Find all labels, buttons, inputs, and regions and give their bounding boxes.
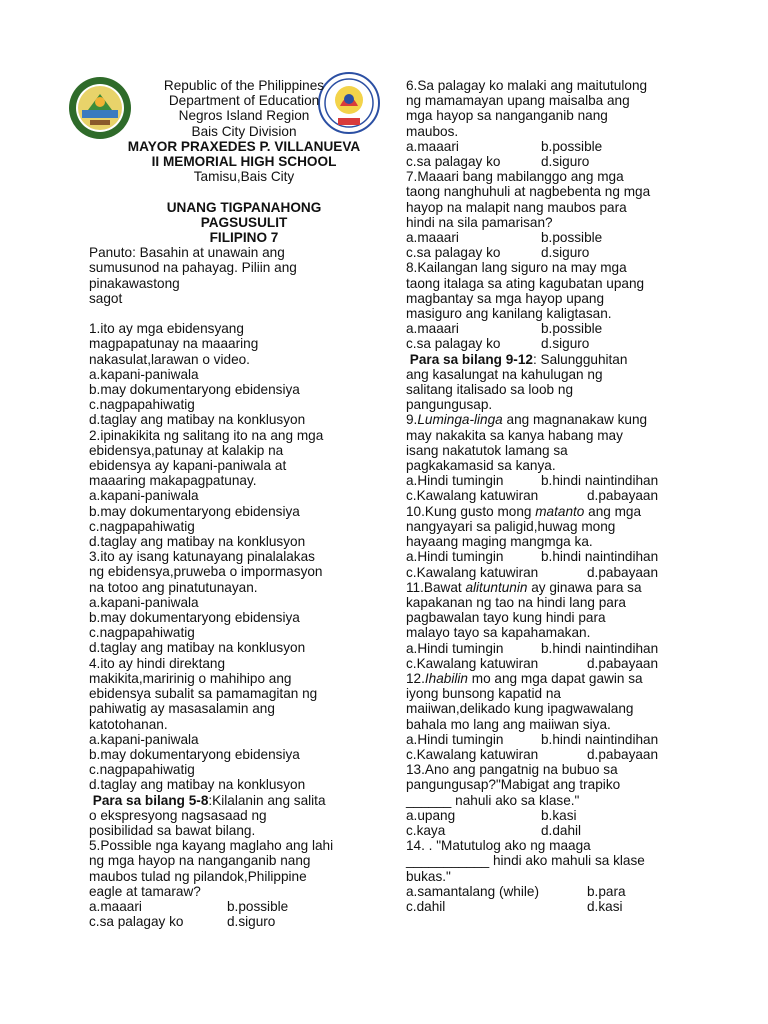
choice-d: d.pabayaan (587, 746, 659, 762)
choice-c: c.dahil (406, 898, 446, 914)
question-text: bahala mo lang ang maiiwan siya. (406, 716, 611, 732)
question-text (406, 580, 706, 595)
instructions (89, 245, 379, 306)
instructions-line: pinakawastong (89, 275, 180, 291)
choice-a: a.kapani-paniwala (89, 594, 199, 610)
question-number: 10.Kung gusto mong (406, 503, 536, 519)
choice-row (406, 808, 706, 823)
section-instruction: ang kasalungat na kahulugan ng (406, 366, 603, 382)
question-text: 14. . "Matutulog ako ng maaga (406, 838, 591, 854)
choice-b: b.possible (541, 321, 603, 337)
choice-d: d.pabayaan (587, 655, 659, 671)
question-text: taong italaga sa ating kagubatan upang (406, 275, 645, 291)
question-text: taong nanghuhuli at nagbebenta ng mga (406, 184, 651, 200)
question-text: 2.ipinakikita ng salitang ito na ang mga (89, 427, 324, 443)
question-text: 6.Sa palagay ko malaki ang maitutulong (406, 78, 648, 93)
question-text: eagle at tamaraw? (89, 883, 201, 899)
question-text: pahiwatig ay masasalamin ang (89, 701, 275, 717)
choice-d: d.taglay ang matibay na konklusyon (89, 534, 306, 550)
choice-row (406, 321, 706, 336)
choice-c: c.nagpapahiwatig (89, 625, 195, 641)
choice-d: d.taglay ang matibay na konklusyon (89, 412, 306, 428)
question-text (406, 671, 706, 686)
choice-c: c.nagpapahiwatig (89, 397, 195, 413)
question-11 (406, 580, 706, 671)
choice-row (406, 473, 706, 488)
choice-b: b.para (587, 883, 626, 899)
choice-row (406, 565, 706, 580)
choice-row (406, 899, 706, 914)
choice-a: a.kapani-paniwala (89, 488, 199, 504)
choice-row (406, 884, 706, 899)
right-column (406, 78, 706, 914)
section-instruction: o ekspresyong nagsasaad ng (89, 807, 267, 823)
question-text: na totoo ang pinatutunayan. (89, 579, 258, 595)
section-instruction: posibilidad sa bawat bilang. (89, 822, 256, 838)
school-location: Tamisu,Bais City (193, 169, 295, 185)
question-8 (406, 260, 706, 351)
choice-a: a.maaari (406, 138, 459, 154)
choice-row (406, 245, 706, 260)
section-instruction: : Salungguhitan (532, 351, 628, 367)
question-text: makikita,maririnig o mahihipo ang (89, 670, 292, 686)
choice-a: a.maaari (406, 321, 459, 337)
question-text: 7.Maaari bang mabilanggo ang mga (406, 169, 624, 185)
question-number: 12. (406, 670, 425, 686)
section-9-12-instructions (406, 352, 706, 413)
question-text: masiguro ang kanilang kaligtasan. (406, 306, 612, 322)
choice-b: b.may dokumentaryong ebidensiya (89, 503, 300, 519)
question-text: hayaang maging mangmga ka. (406, 534, 593, 550)
choice-b: b.hindi naintindihan (541, 731, 659, 747)
exam-title-2: PAGSUSULIT (200, 214, 288, 230)
section-instruction: salitang italisado sa loob ng (406, 382, 574, 398)
exam-title-1: UNANG TIGPANAHONG (166, 199, 322, 215)
choice-a: a.kapani-paniwala (89, 731, 199, 747)
question-text: pangungusap?"Mabigat ang trapiko (406, 777, 621, 793)
question-3 (89, 549, 379, 655)
question-text: ebidensya ay kapani-paniwala at (89, 458, 287, 474)
question-text: hindi na sila pamarisan? (406, 214, 553, 230)
choice-d: d.kasi (587, 898, 623, 914)
choice-a: a.Hindi tumingin (406, 549, 504, 565)
header-block (89, 78, 379, 245)
choice-d: d.siguro (541, 245, 590, 261)
section-label: Para sa bilang 5-8 (92, 792, 209, 808)
question-text-rest: ang mga (584, 503, 642, 519)
choice-row (406, 656, 706, 671)
question-text: mga hayop sa nanganganib nang (406, 108, 608, 124)
question-text: magpapatunay na maaaring (89, 336, 259, 352)
choice-a: a.samantalang (while) (406, 883, 539, 899)
choice-a: a.Hindi tumingin (406, 731, 504, 747)
question-text: katotohanan. (89, 716, 168, 732)
choice-a: a.maaari (89, 898, 142, 914)
question-text: nakasulat,larawan o video. (89, 351, 250, 367)
question-text: 3.ito ay isang katunayang pinalalakas (89, 549, 315, 565)
question-10 (406, 504, 706, 580)
question-text: maubos tulad ng pilandok,Philippine (89, 868, 307, 884)
deped-text: Department of Education (168, 93, 320, 109)
question-text: hayop na malapit nang maubos para (406, 199, 627, 215)
question-text-rest: ay ginawa para sa (527, 579, 642, 595)
question-2 (89, 428, 379, 550)
choice-d: d.dahil (541, 822, 582, 838)
choice-b: b.possible (541, 230, 603, 246)
question-number: 11.Bawat (406, 579, 466, 595)
choice-c: c.Kawalang katuwiran (406, 564, 539, 580)
choice-d: d.taglay ang matibay na konklusyon (89, 640, 306, 656)
choice-b: b.may dokumentaryong ebidensiya (89, 382, 300, 398)
choice-c: c.Kawalang katuwiran (406, 655, 539, 671)
question-text-rest: mo ang mga dapat gawin sa (467, 670, 643, 686)
left-column (89, 78, 379, 929)
choice-row (406, 488, 706, 503)
choice-a: a.Hindi tumingin (406, 473, 504, 489)
question-text: 8.Kailangan lang siguro na may mga (406, 260, 627, 276)
choice-row (406, 747, 706, 762)
question-5 (89, 838, 379, 929)
question-text: isang nakatutok lamang sa (406, 442, 568, 458)
italic-word: matanto (535, 503, 585, 519)
section-5-8-instructions (89, 793, 379, 839)
school-name-1: MAYOR PRAXEDES P. VILLANUEVA (127, 138, 361, 154)
question-text: pagbawalan tayo kung hindi para (406, 610, 606, 626)
republic-text: Republic of the Philippines (163, 78, 325, 93)
choice-c: c.Kawalang katuwiran (406, 746, 539, 762)
choice-d: d.pabayaan (587, 488, 659, 504)
choice-a: a.maaari (406, 230, 459, 246)
question-text: ______ nahuli ako sa klase." (406, 792, 580, 808)
question-12 (406, 671, 706, 762)
choice-row (406, 230, 706, 245)
choice-b: b.hindi naintindihan (541, 640, 659, 656)
choice-c: c.Kawalang katuwiran (406, 488, 539, 504)
question-text: ebidensya subalit sa pamamagitan ng (89, 686, 318, 702)
choice-d: d.pabayaan (587, 564, 659, 580)
question-text: maiiwan,delikado kung ipagwawalang (406, 701, 634, 717)
question-text: ng mamamayan upang maisalba ang (406, 93, 630, 109)
instructions-line: sagot (89, 290, 123, 306)
choice-a: a.kapani-paniwala (89, 366, 199, 382)
choice-row (406, 732, 706, 747)
question-1 (89, 321, 379, 427)
choice-b: b.possible (227, 898, 289, 914)
question-text (406, 504, 706, 519)
section-instruction: pangungusap. (406, 397, 493, 413)
question-text: maaaring makapagpatunay. (89, 473, 257, 489)
choice-b: b.possible (541, 138, 603, 154)
choice-row (406, 641, 706, 656)
choice-row (406, 139, 706, 154)
question-text (406, 412, 706, 427)
section-label: Para sa bilang 9-12 (409, 351, 533, 367)
italic-word: Luminga-linga (417, 412, 503, 428)
choice-row (406, 823, 706, 838)
choice-row (89, 914, 379, 929)
question-text: 1.ito ay mga ebidensyang (89, 321, 244, 337)
question-4 (89, 656, 379, 793)
question-text: pagkakamasid sa kanya. (406, 458, 556, 474)
question-text: iyong bunsong kapatid na (406, 686, 561, 702)
exam-subject: FILIPINO 7 (209, 230, 279, 246)
choice-c: c.kaya (406, 822, 446, 838)
choice-b: b.hindi naintindihan (541, 473, 659, 489)
choice-row (406, 154, 706, 169)
choice-b: b.may dokumentaryong ebidensiya (89, 746, 300, 762)
choice-c: c.sa palagay ko (406, 336, 501, 352)
italic-word: alituntunin (465, 579, 528, 595)
question-text: ng ebidensya,pruweba o impormasyon (89, 564, 323, 580)
choice-c: c.sa palagay ko (406, 154, 501, 170)
question-text: ebidensya,patunay at kalakip na (89, 442, 284, 458)
question-text: magbantay sa mga hayop upang (406, 290, 605, 306)
choice-a: a.Hindi tumingin (406, 640, 504, 656)
question-text-rest: ang magnanakaw kung (502, 412, 648, 428)
section-heading-line (89, 793, 379, 808)
choice-c: c.nagpapahiwatig (89, 518, 195, 534)
question-text: kapakanan ng tao na hindi lang para (406, 594, 626, 610)
question-14 (406, 838, 706, 914)
choice-d: d.siguro (227, 914, 276, 930)
choice-row (406, 336, 706, 351)
question-text: 13.Ano ang pangatnig na bubuo sa (406, 762, 618, 778)
division-text: Bais City Division (191, 123, 297, 139)
question-text: 4.ito ay hindi direktang (89, 655, 226, 671)
question-13 (406, 762, 706, 838)
question-7 (406, 169, 706, 260)
choice-row (406, 549, 706, 564)
choice-b: b.kasi (541, 807, 577, 823)
question-text: maubos. (406, 123, 459, 139)
choice-b: b.may dokumentaryong ebidensiya (89, 610, 300, 626)
question-text: bukas." (406, 868, 451, 884)
section-instruction: :Kilalanin ang salita (208, 792, 326, 808)
italic-word: Ihabilin (424, 670, 468, 686)
instructions-line: Panuto: Basahin at unawain ang (89, 245, 285, 261)
choice-c: c.sa palagay ko (89, 914, 184, 930)
choice-b: b.hindi naintindihan (541, 549, 659, 565)
choice-row (89, 899, 379, 914)
choice-c: c.nagpapahiwatig (89, 762, 195, 778)
region-text: Negros Island Region (178, 108, 310, 124)
question-6 (406, 78, 706, 169)
choice-c: c.sa palagay ko (406, 245, 501, 261)
instructions-line: sumusunod na pahayag. Piliin ang (89, 260, 297, 276)
choice-d: d.siguro (541, 154, 590, 170)
question-text: ___________ hindi ako mahuli sa klase (406, 853, 645, 869)
question-text: 5.Possible nga kayang maglaho ang lahi (89, 838, 334, 854)
question-text: ng mga hayop na nanganganib nang (89, 853, 311, 869)
question-text: nangyayari sa paligid,huwag mong (406, 518, 616, 534)
question-text: malayo tayo sa kapahamakan. (406, 625, 591, 641)
choice-d: d.siguro (541, 336, 590, 352)
school-name-2: II MEMORIAL HIGH SCHOOL (151, 154, 337, 170)
question-number: 9. (406, 412, 418, 428)
choice-d: d.taglay ang matibay na konklusyon (89, 777, 306, 793)
question-text: may nakakita sa kanya habang may (406, 427, 623, 443)
question-9 (406, 412, 706, 503)
choice-a: a.upang (406, 807, 456, 823)
section-heading-line (406, 352, 706, 367)
